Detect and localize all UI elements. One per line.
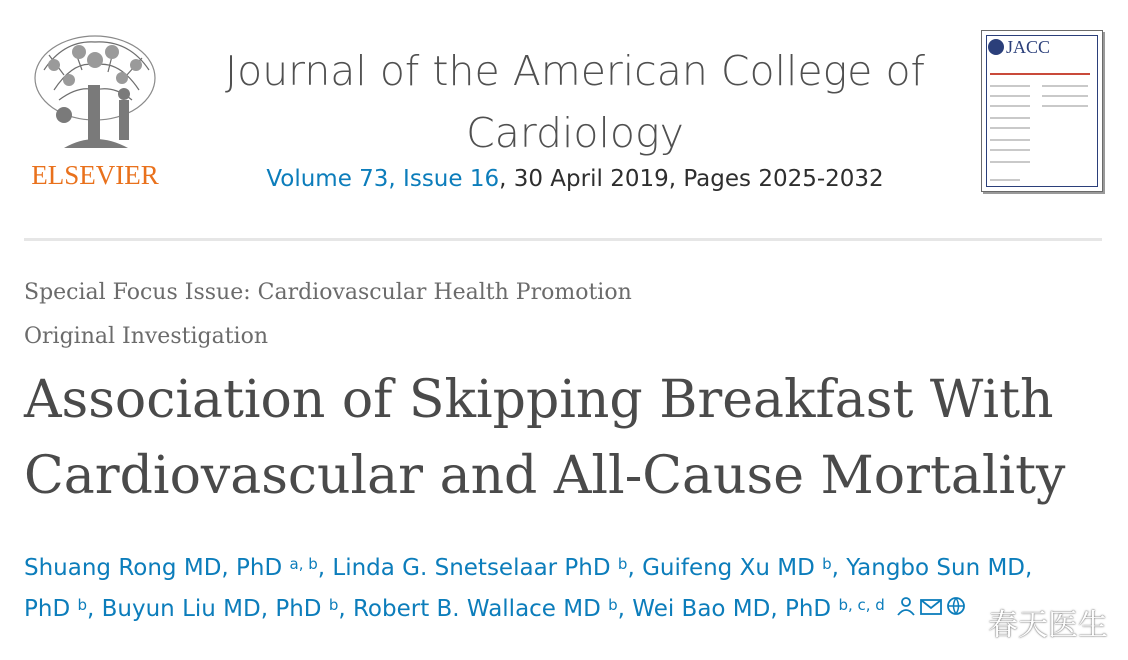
author-separator: , xyxy=(831,555,847,581)
author-separator: , xyxy=(338,596,353,622)
author-link[interactable]: Shuang Rong MD, PhD xyxy=(24,555,283,581)
journal-title[interactable]: Journal of the American College of Cardiology xyxy=(225,47,925,157)
focus-issue-label: Special Focus Issue: Cardiovascular Health Promotion xyxy=(24,280,632,305)
elsevier-logo[interactable] xyxy=(24,30,166,190)
author-link[interactable]: Yangbo Sun MD, PhD xyxy=(24,555,1033,622)
cover-line xyxy=(990,127,1030,129)
globe-icon[interactable] xyxy=(946,589,966,630)
article-category: Original Investigation xyxy=(24,324,268,349)
cover-title: JACC xyxy=(1006,37,1051,57)
journal-header xyxy=(0,0,1128,240)
cover-line xyxy=(990,161,1030,163)
header-divider xyxy=(24,238,1102,241)
author-link[interactable]: Guifeng Xu MD xyxy=(642,555,815,581)
affiliation-sup[interactable]: b, c, d xyxy=(838,596,885,614)
affiliation-sup[interactable]: a, b xyxy=(289,555,318,573)
date-pages: , 30 April 2019, Pages 2025-2032 xyxy=(499,166,884,192)
elsevier-wordmark: ELSEVIER xyxy=(31,160,159,190)
cover-line xyxy=(990,105,1030,107)
author-link[interactable]: Robert B. Wallace MD xyxy=(352,596,601,622)
cover-seal-icon xyxy=(988,39,1004,55)
affiliation-sup[interactable]: b xyxy=(822,555,832,573)
mail-icon[interactable] xyxy=(920,589,942,630)
cover-line xyxy=(990,85,1030,87)
author-link[interactable]: Linda G. Snetselaar PhD xyxy=(332,555,611,581)
author-list xyxy=(24,548,1084,630)
author-separator: , xyxy=(317,555,333,581)
affiliation-sup[interactable]: b xyxy=(608,596,618,614)
cover-line xyxy=(990,95,1030,97)
author-entry xyxy=(642,555,846,581)
watermark-text: 春天医生 xyxy=(988,608,1108,643)
cover-line xyxy=(1042,85,1088,87)
author-separator: , xyxy=(617,596,633,622)
author-entry xyxy=(102,596,353,622)
author-entry xyxy=(24,555,332,581)
article-title: Association of Skipping Breakfast With Cardiovascular and All-Cause Mortality xyxy=(24,370,1066,506)
cover-line xyxy=(990,117,1030,119)
cover-line xyxy=(1042,105,1088,107)
affiliation-sup[interactable]: b xyxy=(617,555,628,573)
cover-line xyxy=(990,179,1020,181)
volume-issue-link[interactable]: Volume 73, Issue 16 xyxy=(266,166,500,192)
cover-line xyxy=(990,139,1030,141)
affiliation-sup[interactable]: b xyxy=(77,596,88,614)
cover-line xyxy=(990,73,1090,75)
elsevier-tree-icon xyxy=(24,30,166,160)
cover-line xyxy=(990,149,1030,151)
person-icon[interactable] xyxy=(896,589,916,630)
author-entry xyxy=(353,596,632,622)
author-entry xyxy=(632,596,885,622)
author-separator: , xyxy=(87,596,102,622)
cover-line xyxy=(1042,95,1088,97)
journal-cover-thumbnail[interactable] xyxy=(981,30,1103,192)
author-link[interactable]: Buyun Liu MD, PhD xyxy=(101,596,322,622)
author-separator: , xyxy=(627,555,643,581)
affiliation-sup[interactable]: b xyxy=(328,596,339,614)
author-entry xyxy=(332,555,642,581)
journal-meta xyxy=(200,166,950,192)
author-link[interactable]: Wei Bao MD, PhD xyxy=(632,596,832,622)
